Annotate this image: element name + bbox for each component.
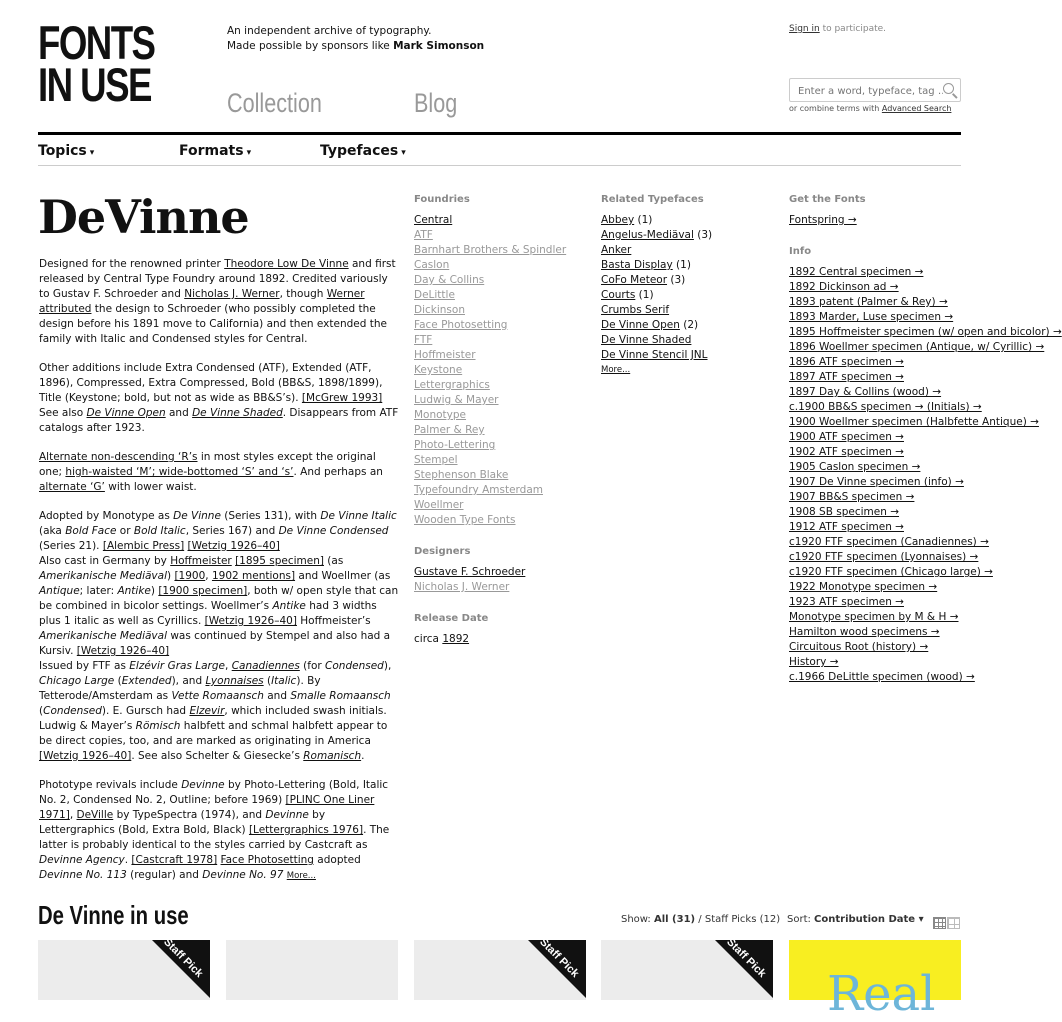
item-name: De Vinne Shaded [601, 334, 692, 346]
desc-paragraph: Adopted by Monotype as De Vinne (Series 131), with De Vinne Italic (aka Bold Face or Bold Italic, Series 167) and De Vinne Condensed (Series 21). [Alembic Press] [Wetzig 1926–40] [39, 510, 397, 552]
inline-link[interactable]: alternate ‘G’ [39, 481, 105, 493]
chevron-down-icon: ▾ [246, 148, 252, 158]
inline-link[interactable]: [PLINC One Liner 1971] [39, 794, 375, 821]
release-section [414, 611, 589, 647]
info-link[interactable] [789, 655, 964, 670]
item-name: Hamilton wood specimens → [789, 626, 940, 638]
desc-paragraph: Alternate non-descending ‘R’s in most styles except the original one; high-waisted ‘M’; wide-bottomed ‘S’ and ‘s’. And perhaps an alternate ‘G’ with lower waist. [39, 451, 383, 493]
info-column [789, 192, 1062, 685]
related-typeface-link[interactable] [601, 213, 776, 228]
info-link[interactable] [789, 340, 1045, 355]
designers-section [414, 544, 589, 595]
foundry-link[interactable] [414, 288, 589, 303]
desc-paragraph: Other additions include Extra Condensed (ATF), Extended (ATF, 1896), Compressed, Extra Compressed, Bold (BB&S, 1898/1899), Title (Keystone; bold, but not as wide as BB&S’s). [McGrew 1993] See also De Vinne Open and De Vinne Shaded. Disappears from ATF catalogs after 1923. [39, 362, 399, 434]
inline-link[interactable]: De Vinne Shaded [192, 407, 283, 419]
info-link[interactable] [789, 520, 964, 535]
nav-collection[interactable]: Collection [227, 88, 322, 118]
item-name: Fontspring → [789, 214, 857, 226]
in-use-title: De Vinne in use [38, 900, 189, 930]
inline-link[interactable]: De Vinne Open [86, 407, 166, 419]
italic-text: Italic [271, 675, 297, 687]
italic-text: Devinne [181, 779, 225, 791]
item-name: Anker [601, 244, 632, 256]
designer-link[interactable] [414, 565, 589, 580]
item-name: Wooden Type Fonts [414, 514, 516, 526]
item-name: Nicholas J. Werner [414, 581, 510, 593]
inline-link[interactable]: Theodore Low De Vinne [224, 258, 349, 270]
item-name: 1896 Woellmer specimen (Antique, w/ Cyrillic) → [789, 341, 1045, 353]
search-input[interactable] [798, 81, 943, 103]
foundry-link[interactable] [414, 258, 589, 273]
foundry-link[interactable] [414, 438, 589, 453]
item-name: 1896 ATF specimen → [789, 356, 904, 368]
item-name: Face Photosetting [414, 319, 508, 331]
site-logo[interactable] [38, 16, 155, 111]
inline-link[interactable]: [Wetzig 1926–40] [204, 615, 297, 627]
info-link[interactable] [789, 535, 989, 550]
item-name: Palmer & Rey [414, 424, 485, 436]
menu-typefaces[interactable] [320, 143, 406, 159]
item-name: Lettergraphics [414, 379, 490, 391]
staff-pick-label: Staff Pick [160, 936, 205, 980]
item-name: History → [789, 656, 839, 668]
tagline-prefix: Made possible by sponsors like [227, 40, 394, 52]
item-count: (3) [693, 229, 713, 241]
item-name: Dickinson [414, 304, 465, 316]
info-link[interactable] [789, 580, 964, 595]
italic-text: De Vinne Condensed [278, 525, 389, 537]
search-icon[interactable] [943, 83, 954, 94]
foundry-list [414, 213, 589, 528]
use-card[interactable] [601, 936, 773, 1000]
item-name: Day & Collins [414, 274, 485, 286]
italic-text: Extended [121, 675, 172, 687]
foundry-link[interactable] [414, 423, 589, 438]
related-typeface-link[interactable] [601, 318, 776, 333]
menu-topics-label: Topics [38, 143, 87, 159]
inline-link[interactable]: [McGrew 1993] [301, 392, 383, 404]
item-name: Typefoundry Amsterdam [414, 484, 543, 496]
item-name: Circuitous Root (history) → [789, 641, 929, 653]
related-heading: Related Typefaces [601, 194, 704, 205]
italic-text: Bold Italic [133, 525, 186, 537]
foundries-column [414, 192, 589, 663]
info-link[interactable] [789, 565, 993, 580]
show-staff-link[interactable]: Staff Picks (12) [704, 914, 781, 925]
info-link[interactable] [789, 370, 964, 385]
item-name: 1892 Central specimen → [789, 266, 924, 278]
italic-text: De Vinne [173, 510, 221, 522]
item-name: 1902 ATF specimen → [789, 446, 904, 458]
menu-formats[interactable] [179, 143, 251, 159]
item-name: De Vinne Stencil JNL [601, 349, 708, 361]
info-link[interactable] [789, 400, 982, 415]
info-heading: Info [789, 246, 812, 257]
related-typeface-link[interactable] [601, 348, 776, 363]
italic-text: Bold Face [65, 525, 117, 537]
staff-pick-label: Staff Pick [723, 936, 768, 980]
info-link[interactable] [789, 595, 964, 610]
release-heading: Release Date [414, 613, 489, 624]
related-more-link[interactable]: More... [601, 365, 631, 375]
foundries-section [414, 192, 589, 528]
item-name: Barnhart Brothers & Spindler [414, 244, 567, 256]
item-name: DeLittle [414, 289, 455, 301]
italic-text: Antike [272, 600, 306, 612]
inline-link[interactable]: Alternate non-descending ‘R’s [39, 451, 198, 463]
info-link[interactable] [789, 280, 964, 295]
foundry-link[interactable] [414, 513, 589, 528]
view-toggle [932, 914, 960, 933]
foundries-heading: Foundries [414, 194, 470, 205]
related-typeface-link[interactable] [601, 228, 776, 243]
info-link[interactable] [789, 265, 964, 280]
main-menu-bar [38, 132, 961, 166]
item-name: De Vinne Open [601, 319, 680, 331]
foundry-link[interactable] [414, 393, 589, 408]
italic-text: Amerikanische Mediäval [39, 630, 167, 642]
item-name: Woellmer [414, 499, 464, 511]
item-name: 1922 Monotype specimen → [789, 581, 938, 593]
signin-text [789, 24, 886, 34]
logo-line-2: IN USE [38, 58, 151, 111]
item-name: 1900 ATF specimen → [789, 431, 904, 443]
item-name: 1900 Woellmer specimen (Halbfette Antique) → [789, 416, 1039, 428]
item-name: c.1900 BB&S specimen → (Initials) → [789, 401, 982, 413]
italic-text: Antique [39, 585, 80, 597]
info-link[interactable] [789, 325, 1062, 340]
foundry-link[interactable] [414, 273, 589, 288]
item-name: 1907 BB&S specimen → [789, 491, 915, 503]
menu-formats-label: Formats [179, 143, 244, 159]
italic-text: Smalle Romaansch [290, 690, 391, 702]
item-name: Crumbs Serif [601, 304, 670, 316]
designer-list [414, 565, 589, 595]
inline-link[interactable]: Hoffmeister [170, 555, 232, 567]
info-section [789, 244, 1062, 685]
sort-control[interactable] [787, 914, 924, 925]
item-count: (3) [667, 274, 686, 286]
show-separator: / [695, 914, 705, 925]
inline-link[interactable]: Romanisch [303, 750, 362, 762]
inline-link[interactable]: high-waisted ‘M’; wide-bottomed ‘S’ and ‘s’ [65, 466, 294, 478]
inline-link[interactable]: [Wetzig 1926–40] [187, 540, 280, 552]
item-name: Angelus-Mediäval [601, 229, 694, 241]
item-name: Keystone [414, 364, 463, 376]
desc-paragraph: Also cast in Germany by Hoffmeister [1895 specimen] (as Amerikanische Mediäval) [1900, 1902 mentions] and Woellmer (as Antique; later: Antike) [1900 specimen], both w/ open style that can be combined in bicolor settings. Woellmer’s Antike had 3 widths plus 1 italic as well as Cyrillics. [Wetzig 1926–40] Hoffmeister’s Amerikanische Mediäval was continued by Stempel and also had a Kursiv. [Wetzig 1926–40] [39, 555, 399, 657]
inline-link[interactable]: DeVille [76, 809, 114, 821]
sort-value[interactable]: Contribution Date ▾ [814, 914, 924, 925]
foundry-link[interactable] [414, 348, 589, 363]
advanced-search-link[interactable]: Advanced Search [881, 104, 952, 113]
combine-hint [789, 104, 951, 113]
inline-link[interactable]: Canadiennes [231, 660, 300, 672]
item-name: FTF [414, 334, 433, 346]
designers-heading: Designers [414, 546, 471, 557]
item-name: 1912 ATF specimen → [789, 521, 904, 533]
item-count: (1) [672, 259, 691, 271]
sponsor-link[interactable]: Mark Simonson [393, 40, 485, 52]
item-name: Central [414, 214, 453, 226]
related-typeface-link[interactable] [601, 333, 776, 348]
get-fonts-link[interactable] [789, 213, 964, 228]
item-name: Ludwig & Mayer [414, 394, 499, 406]
info-link[interactable] [789, 310, 964, 325]
card-image-text: Real [827, 966, 936, 1022]
menu-topics[interactable] [38, 143, 94, 159]
release-year-link[interactable]: 1892 [442, 633, 470, 645]
item-name: 1895 Hoffmeister specimen (w/ open and bicolor) → [789, 326, 1062, 338]
get-fonts-section [789, 192, 964, 228]
info-link[interactable] [789, 625, 964, 640]
info-link[interactable] [789, 475, 964, 490]
item-name: 1893 Marder, Luse specimen → [789, 311, 954, 323]
item-name: Caslon [414, 259, 450, 271]
typeface-description [39, 257, 399, 898]
foundry-link[interactable] [414, 363, 589, 378]
info-list [789, 265, 1062, 685]
grid-small-view-icon[interactable] [933, 917, 946, 929]
item-name: CoFo Meteor [601, 274, 668, 286]
item-name: Basta Display [601, 259, 673, 271]
foundry-link[interactable] [414, 243, 589, 258]
menu-typefaces-label: Typefaces [320, 143, 399, 159]
item-name: Stephenson Blake [414, 469, 509, 481]
desc-paragraph [39, 778, 399, 884]
italic-text: Devinne Agency [39, 854, 125, 866]
info-link[interactable] [789, 385, 964, 400]
item-name: 1893 patent (Palmer & Rey) → [789, 296, 948, 308]
item-count: (1) [635, 289, 654, 301]
italic-text: Antike [117, 585, 151, 597]
info-link[interactable] [789, 295, 964, 310]
info-link[interactable] [789, 640, 964, 655]
italic-text: Devinne No. 113 [39, 869, 127, 881]
tagline-line-1: An independent archive of typography. [227, 25, 432, 37]
related-typeface-link[interactable] [601, 273, 776, 288]
foundry-link[interactable] [414, 468, 589, 483]
inline-link[interactable]: [Wetzig 1926–40] [76, 645, 170, 657]
search-box[interactable] [789, 78, 961, 102]
item-name: 1892 Dickinson ad → [789, 281, 899, 293]
use-card[interactable] [789, 940, 961, 1022]
inline-link[interactable]: Face Photosetting [220, 854, 314, 866]
related-typeface-link[interactable] [601, 258, 776, 273]
italic-text: Römisch [135, 720, 181, 732]
item-name: 1923 ATF specimen → [789, 596, 904, 608]
signin-suffix: to participate. [819, 24, 887, 34]
info-link[interactable] [789, 550, 979, 565]
foundry-link[interactable] [414, 378, 589, 393]
item-name: Photo-Lettering [414, 439, 496, 451]
item-count: (1) [634, 214, 653, 226]
chevron-down-icon: ▾ [401, 148, 406, 158]
staff-pick-label: Staff Pick [536, 936, 581, 980]
info-link[interactable] [789, 670, 975, 685]
italic-text: Amerikanische Mediäval [39, 570, 167, 582]
italic-text: Devinne No. 97 [202, 869, 284, 881]
inline-link[interactable]: Nicholas J. Werner [184, 288, 280, 300]
italic-text: Condensed [43, 705, 102, 717]
use-card[interactable] [226, 940, 398, 1000]
related-typeface-link[interactable] [601, 303, 776, 318]
italic-text: Vette Romaansch [171, 690, 264, 702]
italic-text: Devinne [265, 809, 309, 821]
item-name: c1920 FTF specimen (Lyonnaises) → [789, 551, 979, 563]
inline-link[interactable]: Werner attributed [39, 288, 365, 315]
item-name: 1905 Caslon specimen → [789, 461, 921, 473]
release-prefix: circa [414, 633, 443, 645]
info-link[interactable] [789, 415, 1039, 430]
show-filter [621, 914, 780, 925]
item-name: 1897 ATF specimen → [789, 371, 904, 383]
sort-label: Sort: [787, 914, 815, 925]
desc-text: Phototype revivals include Devinne by Photo-Lettering (Bold, Italic No. 2, Condensed No. 2, Outline; before 1969) [PLINC One Liner 1971], DeVille by TypeSpectra (1974), and Devinne by Lettergraphics (Bold, Extra Bold, Black) [Lettergraphics 1976]. The latter is probably identical to the styles carried by Castcraft as Devinne Agency. [Castcraft 1978] Face Photosetting adopted Devinne No. 113 (regular) and Devinne No. 97 [39, 779, 390, 881]
italic-text: Chicago Large [39, 675, 115, 687]
inline-link[interactable]: 1902 mentions] [211, 570, 296, 582]
item-count: (2) [679, 319, 699, 331]
item-name: c1920 FTF specimen (Chicago large) → [789, 566, 993, 578]
inline-link[interactable]: Elzevir [189, 705, 225, 717]
desc-more-link[interactable]: More... [286, 871, 316, 881]
use-card[interactable] [414, 936, 586, 1000]
item-name: 1908 SB specimen → [789, 506, 900, 518]
item-name: Hoffmeister [414, 349, 476, 361]
desc-paragraph: Issued by FTF as Elzévir Gras Large, Canadiennes (for Condensed), Chicago Large (Extended), and Lyonnaises (Italic). By Tetterode/Amsterdam as Vette Romaansch and Smalle Romaansch (Condensed). E. Gursch had Elzevir, which included swash initials. Ludwig & Mayer’s Römisch halbfett and schmal halbfett appear to be direct copies, too, and are marked as originating in America [Wetzig 1926–40]. See also Schelter & Giesecke’s Romanisch. [39, 660, 392, 762]
italic-text: Elzévir Gras Large [129, 660, 225, 672]
grid-large-view-icon[interactable] [947, 917, 960, 929]
item-name: Courts [601, 289, 636, 301]
show-all-link[interactable]: All (31) [653, 914, 696, 925]
signin-link[interactable]: Sign in [789, 24, 820, 34]
inline-link[interactable]: [Lettergraphics 1976] [248, 824, 364, 836]
get-fonts-heading: Get the Fonts [789, 194, 866, 205]
inline-link[interactable]: [Wetzig 1926–40] [39, 750, 132, 762]
foundry-link[interactable] [414, 498, 589, 513]
related-typeface-link[interactable] [601, 288, 776, 303]
designer-link[interactable] [414, 580, 589, 595]
info-link[interactable] [789, 610, 964, 625]
info-link[interactable] [789, 445, 964, 460]
item-name: Stempel [414, 454, 458, 466]
inline-link[interactable]: [1900 specimen] [158, 585, 248, 597]
foundry-link[interactable] [414, 228, 589, 243]
foundry-link[interactable] [414, 303, 589, 318]
page-title: DeVinne [38, 190, 249, 244]
get-fonts-list [789, 213, 964, 228]
desc-paragraph: Designed for the renowned printer Theodore Low De Vinne and first released by Central Type Foundry around 1892. Credited variously to Gustav F. Schroeder and Nicholas J. Werner, though Werner attributed the design to Schroeder (who possibly completed the design before his 1891 move to California) and then extended the family with Italic and Condensed styles for Central. [39, 258, 396, 345]
inline-link[interactable]: [Alembic Press] [102, 540, 185, 552]
info-link[interactable] [789, 460, 964, 475]
logo-line-1: FONTS [38, 16, 155, 69]
item-name: Gustave F. Schroeder [414, 566, 526, 578]
inline-link[interactable]: [Castcraft 1978] [131, 854, 218, 866]
info-link[interactable] [789, 430, 964, 445]
inline-link[interactable]: Lyonnaises [205, 675, 264, 687]
foundry-link[interactable] [414, 453, 589, 468]
foundry-link[interactable] [414, 333, 589, 348]
tagline [227, 24, 484, 54]
info-link[interactable] [789, 355, 964, 370]
italic-text: De Vinne Italic [320, 510, 397, 522]
related-typeface-link[interactable] [601, 243, 776, 258]
item-name: ATF [414, 229, 433, 241]
use-card[interactable] [38, 936, 210, 1000]
combine-prefix: or combine terms with [789, 104, 882, 113]
foundry-link[interactable] [414, 318, 589, 333]
item-name: c1920 FTF specimen (Canadiennes) → [789, 536, 989, 548]
item-name: 1907 De Vinne specimen (info) → [789, 476, 964, 488]
related-list [601, 213, 776, 363]
nav-blog[interactable]: Blog [414, 88, 458, 118]
item-name: Monotype [414, 409, 467, 421]
item-name: Abbey [601, 214, 635, 226]
chevron-down-icon: ▾ [89, 148, 95, 158]
foundry-link[interactable] [414, 213, 589, 228]
item-name: 1897 Day & Collins (wood) → [789, 386, 942, 398]
related-column [601, 192, 776, 378]
info-link[interactable] [789, 490, 964, 505]
show-label: Show: [621, 914, 654, 925]
item-name: c.1966 DeLittle specimen (wood) → [789, 671, 975, 683]
inline-link[interactable]: [1900 [174, 570, 206, 582]
foundry-link[interactable] [414, 483, 589, 498]
italic-text: Condensed [325, 660, 384, 672]
item-name: Monotype specimen by M & H → [789, 611, 959, 623]
foundry-link[interactable] [414, 408, 589, 423]
info-link[interactable] [789, 505, 964, 520]
inline-link[interactable]: [1895 specimen] [235, 555, 324, 567]
